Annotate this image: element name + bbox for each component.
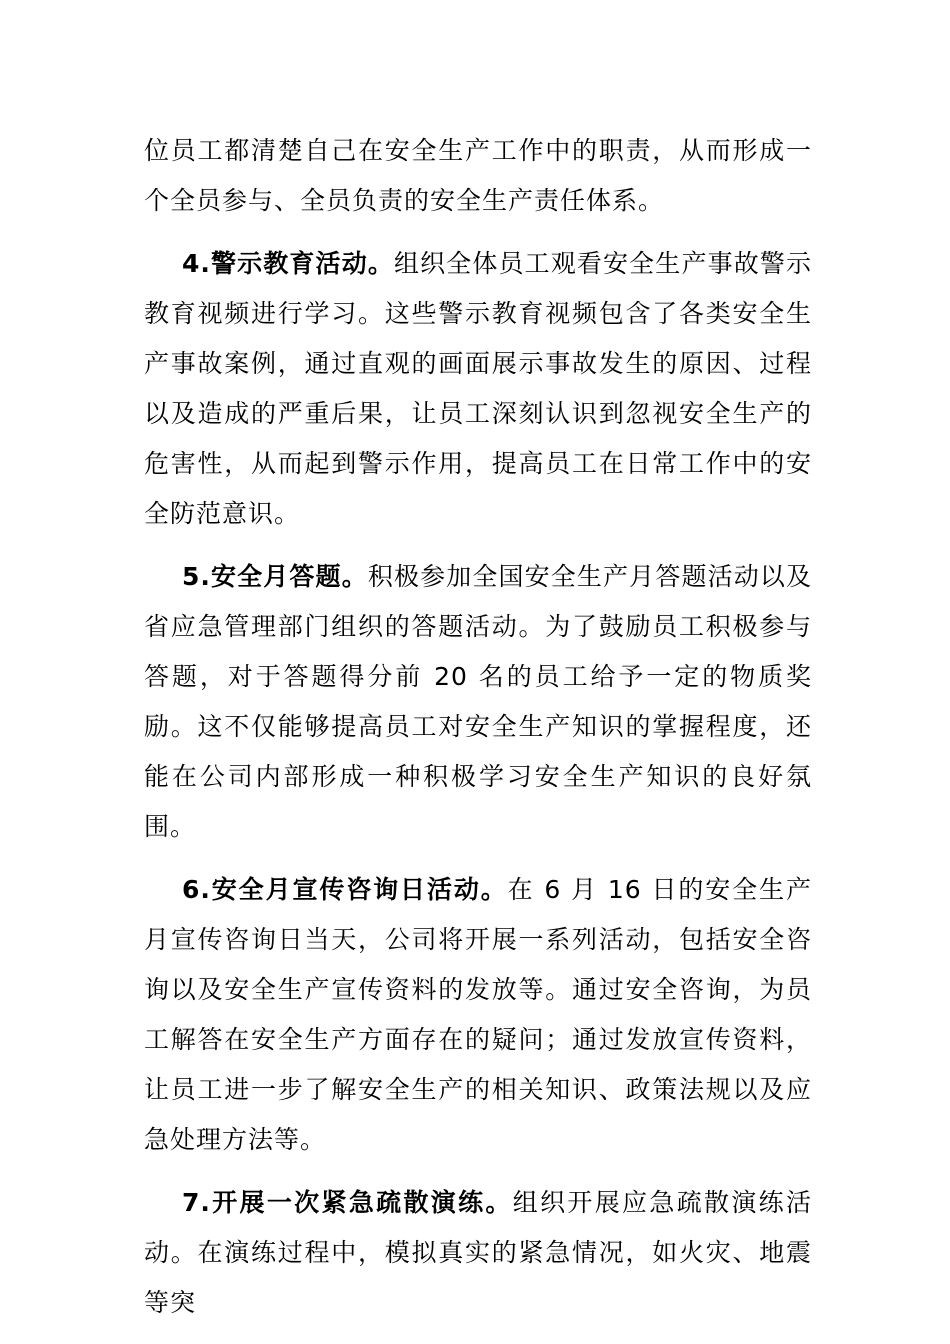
paragraph-heading: 5.安全月答题。 <box>182 562 368 591</box>
paragraph-safety-month-quiz <box>144 552 812 852</box>
document-body <box>144 126 812 1341</box>
paragraph-continuation <box>144 126 812 226</box>
paragraph-text: 位员工都清楚自己在安全生产工作中的职责，从而形成一个全员参与、全员负责的安全生产责任体系。 <box>144 136 812 215</box>
paragraph-heading: 7.开展一次紧急疏散演练。 <box>182 1188 513 1217</box>
paragraph-heading: 6.安全月宣传咨询日活动。 <box>182 875 508 904</box>
paragraph-warning-education <box>144 239 812 539</box>
paragraph-evacuation-drill <box>144 1178 812 1328</box>
paragraph-text: 组织开展应急疏散演练活动。在演练过程中，模拟真实的紧急情况，如火灾、地震等突 <box>144 1188 812 1317</box>
paragraph-text: 组织全体员工观看安全生产事故警示教育视频进行学习。这些警示教育视频包含了各类安全生产事故案例，通过直观的画面展示事故发生的原因、过程以及造成的严重后果，让员工深刻认识到忽视安全生产的危害性，从而起到警示作用，提高员工在日常工作中的安全防范意识。 <box>144 249 812 528</box>
paragraph-consultation-day <box>144 865 812 1165</box>
paragraph-text: 积极参加全国安全生产月答题活动以及省应急管理部门组织的答题活动。为了鼓励员工积极参与答题，对于答题得分前 20 名的员工给予一定的物质奖励。这不仅能够提高员工对安全生产知识的掌握程度，还能在公司内部形成一种积极学习安全生产知识的良好氛围。 <box>144 562 812 841</box>
paragraph-heading: 4.警示教育活动。 <box>182 249 394 278</box>
paragraph-text: 在 6 月 16 日的安全生产月宣传咨询日当天，公司将开展一系列活动，包括安全咨询以及安全生产宣传资料的发放等。通过安全咨询，为员工解答在安全生产方面存在的疑问；通过发放宣传资料，让员工进一步了解安全生产的相关知识、政策法规以及应急处理方法等。 <box>144 875 812 1154</box>
